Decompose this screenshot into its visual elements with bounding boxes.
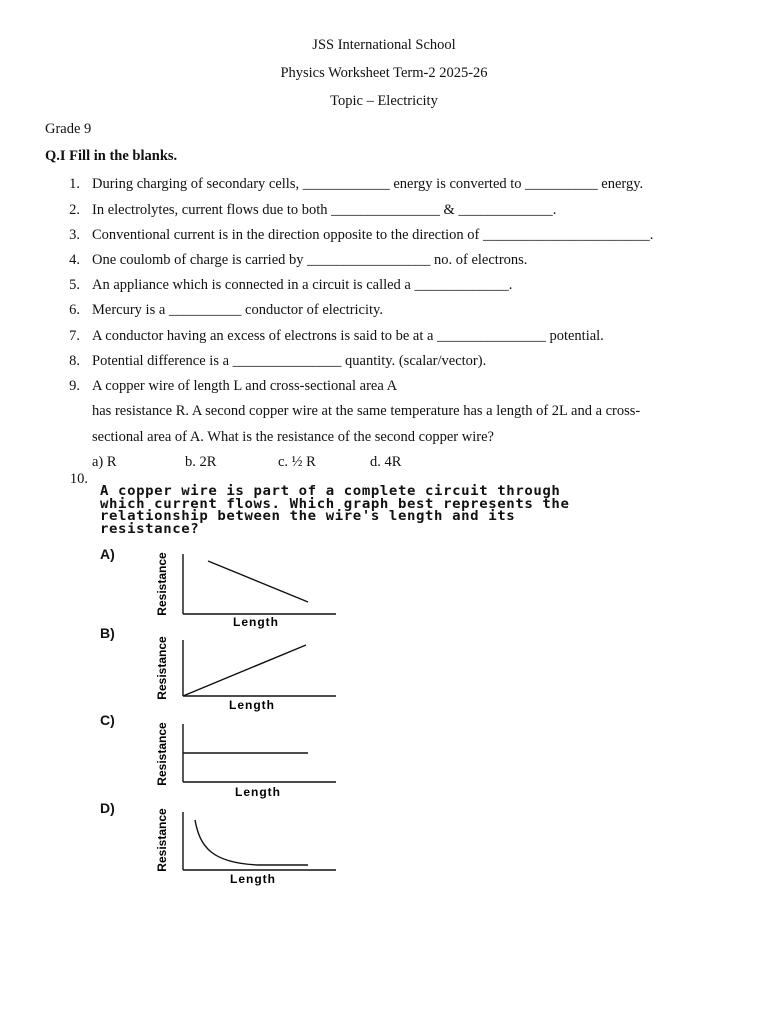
graph-label-c: C): [100, 712, 115, 728]
question-number: 1.: [69, 176, 80, 192]
y-axis-label: Resistance: [155, 808, 169, 872]
school-name: JSS International School: [312, 37, 456, 53]
graph-label-b: B): [100, 625, 115, 641]
question-10-line: resistance?: [100, 521, 200, 537]
question-text: In electrolytes, current flows due to both _______________ & _____________.: [92, 202, 557, 218]
question-number: 5.: [69, 277, 80, 293]
option-b: b. 2R: [185, 454, 217, 470]
question-10-line: which current flows. Which graph best represents the: [100, 496, 570, 512]
option-a: a) R: [92, 454, 117, 470]
option-c: c. ½ R: [278, 454, 316, 470]
question-number: 4.: [69, 252, 80, 268]
question-text: One coulomb of charge is carried by _________________ no. of electrons.: [92, 252, 528, 268]
question-text: A conductor having an excess of electrons is said to be at a _______________ potential.: [92, 328, 604, 344]
question-number: 10.: [69, 471, 88, 487]
question-number: 2.: [69, 202, 80, 218]
decreasing-line: [208, 561, 308, 602]
question-text-continuation: sectional area of A. What is the resistance of the second copper wire?: [92, 429, 494, 445]
graph-d-svg: [148, 808, 338, 886]
question-10-text: [100, 486, 680, 536]
graph-c-svg: [148, 722, 338, 800]
x-axis-label: Length: [235, 785, 281, 799]
graph-c: [148, 722, 338, 800]
question-text: Conventional current is in the direction opposite to the direction of _______________________.: [92, 227, 654, 243]
question-10-line: A copper wire is part of a complete circuit through: [100, 484, 561, 499]
question-text: During charging of secondary cells, ____________ energy is converted to __________ energy.: [92, 176, 644, 192]
x-axis-label: Length: [229, 698, 275, 712]
graph-a-svg: [148, 552, 338, 630]
question-number: 3.: [69, 227, 80, 243]
y-axis-label: Resistance: [155, 722, 169, 786]
increasing-line: [183, 645, 306, 696]
question-10-line: relationship between the wire's length and its: [100, 509, 516, 524]
question-text: An appliance which is connected in a circuit is called a _____________.: [92, 277, 513, 293]
question-text-continuation: has resistance R. A second copper wire at the same temperature has a length of 2L and a cross-: [92, 403, 641, 419]
topic-title: Topic – Electricity: [330, 93, 438, 109]
graph-a: [148, 552, 338, 630]
grade-label: Grade 9: [45, 121, 92, 137]
graph-label-a: A): [100, 546, 115, 562]
x-axis-label: Length: [230, 872, 276, 886]
decaying-curve: [195, 820, 308, 865]
question-text: Mercury is a __________ conductor of electricity.: [92, 302, 383, 318]
y-axis-label: Resistance: [155, 552, 169, 616]
question-number: 6.: [69, 302, 80, 318]
worksheet-title: Physics Worksheet Term-2 2025-26: [280, 65, 488, 81]
x-axis-label: Length: [233, 615, 279, 629]
section-title: Q.I Fill in the blanks.: [45, 148, 178, 164]
option-d: d. 4R: [370, 454, 402, 470]
question-number: 8.: [69, 353, 80, 369]
graph-b: [148, 636, 338, 714]
graph-b-svg: [148, 636, 338, 714]
question-text: A copper wire of length L and cross-sectional area A: [92, 378, 398, 394]
question-number: 7.: [69, 328, 80, 344]
graph-label-d: D): [100, 800, 115, 816]
question-number: 9.: [69, 378, 80, 394]
y-axis-label: Resistance: [155, 636, 169, 700]
question-text: Potential difference is a _______________ quantity. (scalar/vector).: [92, 353, 487, 369]
graph-d: [148, 808, 338, 886]
